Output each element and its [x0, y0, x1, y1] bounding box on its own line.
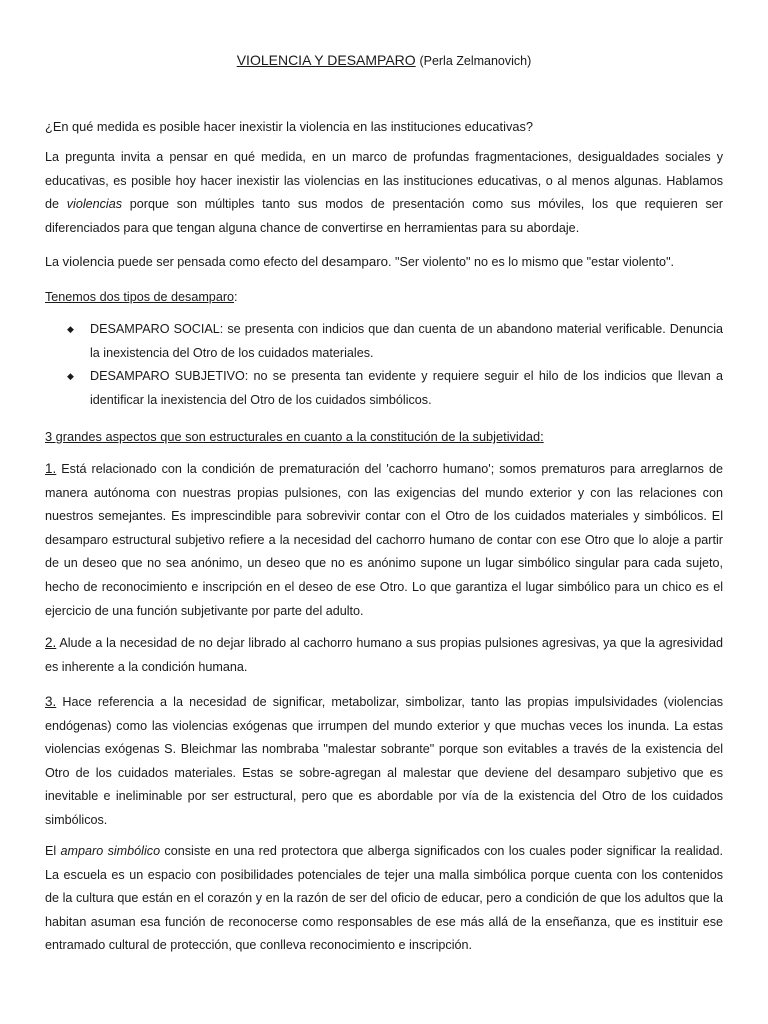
bullet-icon: ◆: [67, 371, 74, 382]
p2-text-c: . "Ser violento" no es lo mismo que "estar violento".: [388, 255, 675, 269]
paragraph-intro: [45, 146, 723, 240]
aspect-1-text: Está relacionado con la condición de prematuración del 'cachorro humano'; somos prematuros para arreglarnos de manera autónoma con nuestras propias pulsiones, con las exigencias del mundo exterior y con las relaciones con nuestros semejantes. Es imprescindible para sobrevivir contar con el Otro de los cuidados materiales y simbólicos. El desamparo estructural subjetivo refiere a la necesidad del cachorro humano de contar con ese Otro que lo aloje a partir de un deseo que no sea anónimo, un deseo que no es anónimo supone un lugar simbólico singular para cada sujeto, hecho de reconocimiento e inscripción en el deseo de ese Otro. Lo que garantiza el lugar simbólico para un chico es el ejercicio de una función subjetivante por parte del adulto.: [45, 462, 723, 618]
aspect-2: [45, 631, 723, 679]
aspect-3-text: Hace referencia a la necesidad de significar, metabolizar, simbolizar, tanto las propias impulsividades (violencias endógenas) como las violencias exógenas que irrumpen del mundo exterior y que muchas veces los inunda. La estas violencias exógenas S. Bleichmar las nombraba "malestar sobrante" porque son evitables a través de la existencia del Otro de los cuidados materiales. Estas se sobre-agregan al malestar que deviene del desamparo subjetivo que es inevitable e ineliminable por ser estructural, pero que es abordable por vía de la existencia del Otro de los cuidados simbólicos.: [45, 695, 723, 827]
s4-text-a: El: [45, 844, 61, 858]
list-item-text: DESAMPARO SOCIAL: se presenta con indicios que dan cuenta de un abandono material verificable. Denuncia la inexistencia del Otro de los cuidados materiales.: [90, 322, 723, 360]
paragraph-violence: [45, 250, 723, 275]
title-main: VIOLENCIA Y DESAMPARO: [236, 52, 416, 68]
list-item: [45, 318, 723, 365]
paragraph-types: [45, 286, 723, 310]
p3-colon: :: [234, 290, 238, 304]
p2-text-a: La: [45, 255, 63, 269]
title-author: (Perla Zelmanovich): [419, 54, 532, 68]
p2-strong-violencia: violencia: [62, 254, 115, 269]
p1-text-b: porque son múltiples tanto sus modos de presentación como sus móviles, los que requieren ser diferenciados para que tengan alguna chance de convertirse en herramientas para su abordaje.: [45, 197, 723, 235]
aspect-3: [45, 690, 723, 833]
s4-emphasis: amparo simbólico: [60, 844, 161, 858]
p2-text-b: puede ser pensada como efecto del: [114, 255, 322, 269]
aspect-3-number: 3.: [45, 694, 57, 709]
paragraph-amparo: [45, 840, 723, 958]
aspect-2-number: 2.: [45, 635, 57, 650]
document-title: [45, 52, 723, 68]
section-heading: [45, 425, 723, 449]
desamparo-list: [45, 318, 723, 412]
aspect-1: [45, 457, 723, 623]
list-item: [45, 365, 723, 412]
section-heading-colon: :: [540, 429, 544, 444]
section-heading-text: 3 grandes aspectos que son estructurales en cuanto a la constitución de la subjetividad: [45, 429, 541, 444]
p2-strong-desamparo: desamparo: [321, 254, 389, 269]
aspect-1-number: 1.: [45, 461, 57, 476]
question-heading: ¿En qué medida es posible hacer inexistir la violencia en las instituciones educativas?: [45, 119, 533, 134]
p1-emphasis: violencias: [66, 197, 123, 212]
aspect-2-text: Alude a la necesidad de no dejar librado al cachorro humano a sus propias pulsiones agresivas, ya que la agresividad es inherente a la condición humana.: [45, 636, 723, 674]
bullet-icon: ◆: [67, 324, 74, 334]
p3-text: Tenemos dos tipos de desamparo: [45, 290, 235, 304]
s4-text-b: consiste en una red protectora que alberga significados con los cuales poder significar la realidad. La escuela es un espacio con posibilidades potenciales de tejer una malla simbólica porque cuenta con los contenidos de la cultura que están en el corazón y en la razón de ser del oficio de educar, pero a condición de que los adultos que la habitan asuman esa función de reconocerse como responsables de ese más allá de la enseñanza, que es instituir ese entramado cultural de protección, que conlleva reconocimiento e inscripción.: [45, 844, 723, 953]
list-item-text: DESAMPARO SUBJETIVO: no se presenta tan evidente y requiere seguir el hilo de los indicios que llevan a identificar la inexistencia del Otro de los cuidados simbólicos.: [90, 369, 723, 407]
p1-text-a: La pregunta invita a pensar en qué medida, en un marco de profundas fragmentaciones, desigualdades sociales y educativas, es posible hoy hacer inexistir las violencias en las instituciones educativas, o al menos algunas. Hablamos de: [45, 150, 723, 212]
